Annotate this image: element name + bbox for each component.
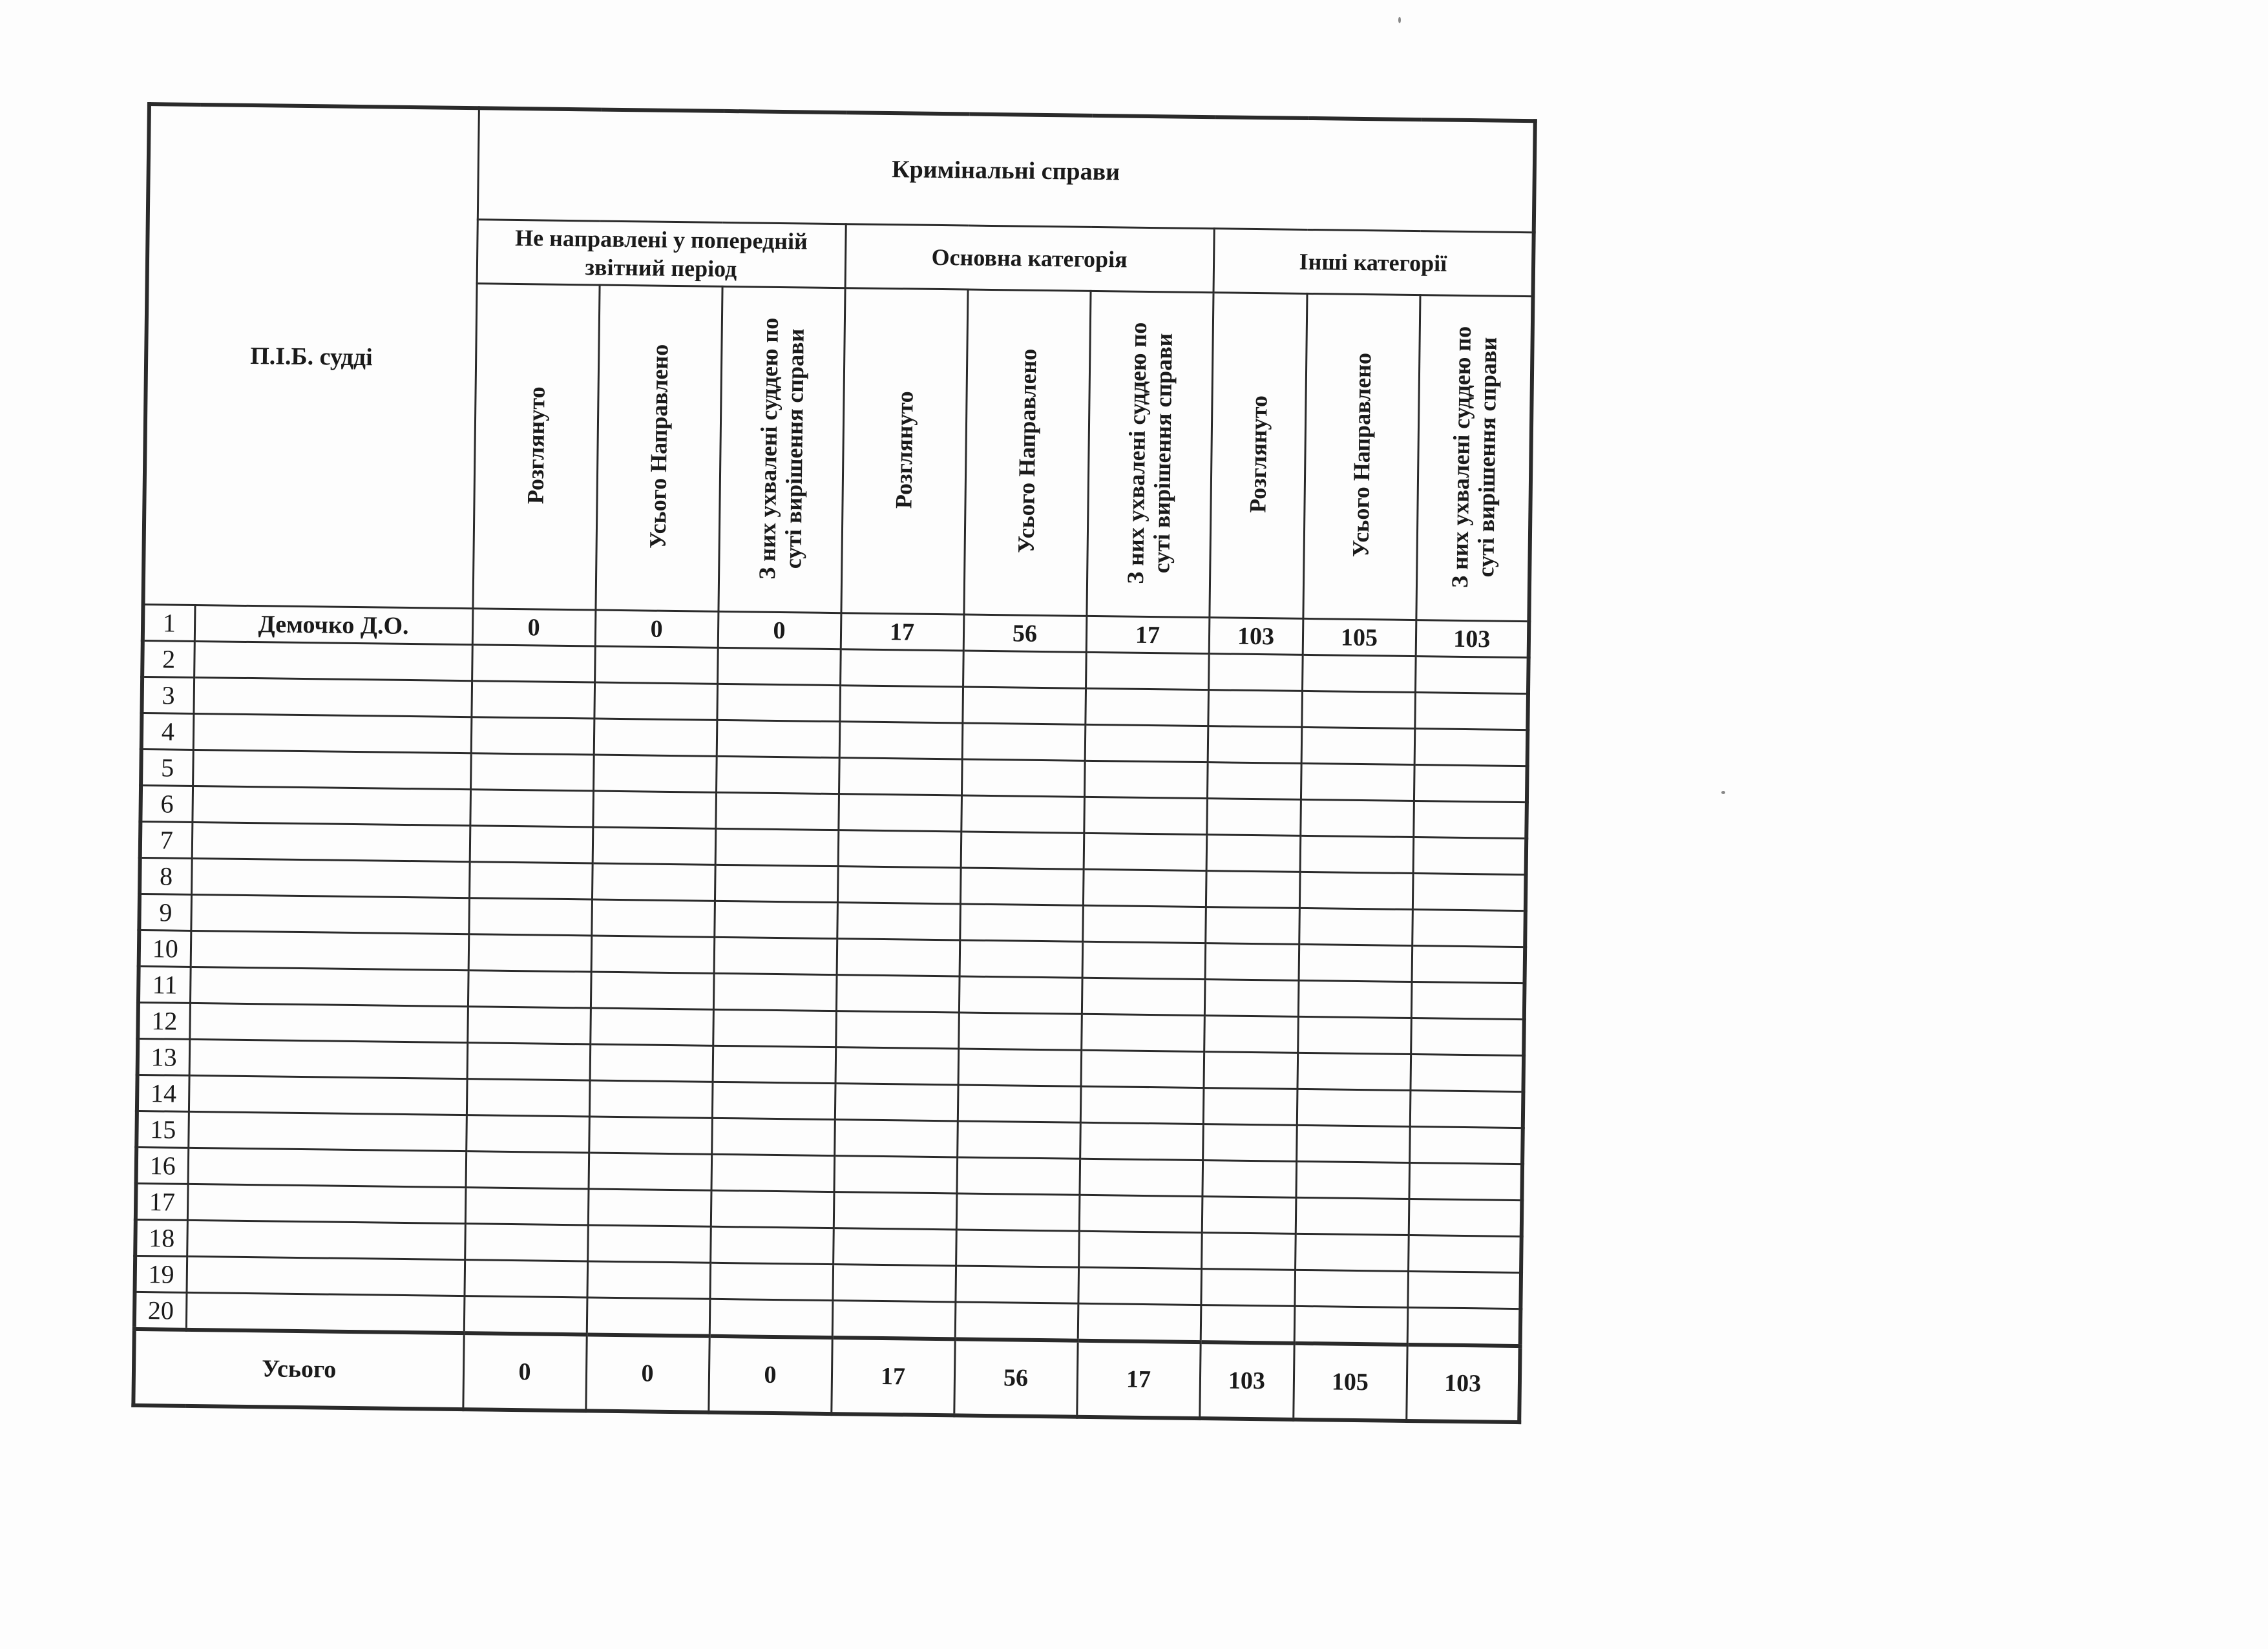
value-cell [1078,1303,1201,1342]
value-cell [837,867,961,904]
value-cell [1084,833,1207,870]
row-number: 6 [140,785,193,822]
value-cell [713,1045,836,1083]
value-cell [1412,946,1526,983]
row-number: 4 [142,713,194,750]
value-cell [1203,1052,1297,1089]
value-cell [711,1190,834,1228]
value-cell [1203,1088,1297,1126]
value-cell [594,646,718,684]
value-cell [1298,980,1412,1018]
value-cell [1080,1050,1204,1087]
col-header-total-sent: Усього Направлено [1303,293,1420,620]
value-cell [959,976,1082,1014]
value-cell [1204,1016,1298,1053]
value-cell [838,794,961,832]
judge-name-cell [192,822,470,861]
value-cell [832,1301,956,1339]
value-cell [1208,654,1303,691]
value-cell [1296,1197,1409,1235]
value-cell [1206,871,1300,909]
value-cell [716,756,839,793]
value-cell [961,795,1084,833]
value-cell [834,1156,957,1193]
value-cell [712,1082,835,1119]
value-cell: 105 [1303,618,1416,656]
judge-name-cell [194,641,472,680]
row-number: 11 [138,966,191,1003]
col-header-decided-by-judge: З них ухвалені суддею по суті вирішення справи [1416,295,1533,622]
value-cell [589,1153,712,1190]
group-header-not-sent-previous: Не направлені у попередній звітний період [477,220,846,288]
value-cell [587,1225,711,1263]
value-cell [1294,1306,1408,1345]
value-cell [1411,1018,1524,1056]
value-cell [1201,1269,1295,1307]
value-cell [594,719,717,756]
value-cell [1296,1161,1409,1199]
value-cell: 17 [1086,616,1210,653]
row-number: 16 [136,1147,189,1184]
total-row [133,1329,1520,1422]
total-cell: 103 [1199,1342,1294,1420]
row-number: 20 [134,1292,187,1329]
group-header-main-category: Основна категорія [845,224,1214,293]
col-header-decided-by-judge: З них ухвалені суддею по суті вирішення справи [718,286,845,613]
value-cell [961,759,1085,797]
total-label: Усього [133,1329,463,1409]
value-cell [1297,1016,1411,1054]
value-cell [1297,1053,1411,1090]
value-cell [1295,1234,1409,1271]
value-cell [470,826,593,863]
value-cell [960,904,1083,941]
judge-name-cell [189,1003,468,1042]
value-cell [467,1007,591,1044]
value-cell [711,1118,835,1155]
value-cell [1202,1124,1297,1162]
value-cell [955,1266,1078,1303]
value-cell [714,901,837,938]
row-number: 1 [143,604,195,641]
value-cell [840,649,963,687]
value-cell [1302,655,1416,692]
col-header-decided-by-judge: З них ухвалені суддею по суті вирішення справи [1086,291,1213,617]
value-cell [467,1043,591,1080]
value-cell [1414,693,1528,730]
col-header-considered: Розглянуто [1209,293,1307,619]
value-cell [962,687,1086,724]
value-cell: 0 [718,611,841,649]
row-number: 9 [139,894,191,930]
value-cell [834,1192,957,1230]
value-cell [839,722,963,759]
value-cell [1299,908,1412,945]
value-cell: 0 [595,610,719,647]
value-cell: 0 [472,609,596,646]
value-cell [1085,688,1208,726]
total-cell: 0 [463,1333,586,1411]
col-header-total-sent: Усього Направлено [595,285,722,611]
value-cell [1079,1159,1202,1196]
value-cell [1085,724,1208,762]
value-cell [1201,1233,1296,1270]
value-cell [1409,1162,1522,1200]
row-number: 10 [139,930,191,967]
value-cell [711,1154,834,1192]
value-cell [958,1085,1081,1122]
value-cell [1294,1270,1408,1307]
judge-name-header: П.І.Б. судді [143,104,479,609]
criminal-cases-header: Кримінальні справи [478,108,1535,232]
judge-name-cell [187,1220,465,1259]
value-cell [589,1117,712,1154]
value-cell [956,1193,1080,1231]
value-cell [1208,726,1302,764]
value-cell [1415,656,1529,694]
value-cell [464,1296,587,1335]
value-cell [1301,727,1415,764]
value-cell [963,651,1086,688]
value-cell [835,1084,958,1121]
row-number: 8 [140,857,192,894]
value-cell [1296,1125,1410,1162]
value-cell [593,755,717,792]
value-cell [835,1011,959,1049]
value-cell [960,940,1083,978]
value-cell [1413,837,1527,875]
value-cell [468,971,591,1008]
value-cell [956,1157,1080,1195]
total-cell: 103 [1406,1345,1520,1422]
judge-name-cell [191,858,470,898]
value-cell [1301,763,1414,801]
value-cell [710,1226,834,1264]
value-cell [1078,1231,1202,1268]
value-cell [1202,1197,1296,1234]
judge-name-cell [188,1148,467,1187]
value-cell [590,1044,713,1082]
value-cell [1413,801,1527,839]
value-cell [1086,652,1209,689]
value-cell [1084,797,1207,834]
value-cell [715,828,839,866]
row-number: 12 [138,1002,190,1039]
value-cell [717,647,841,685]
row-number: 14 [137,1075,189,1111]
value-cell [961,832,1084,869]
value-cell [1297,1089,1411,1126]
total-cell: 56 [954,1339,1077,1416]
value-cell [1082,905,1206,943]
value-cell [1208,690,1302,728]
row-number: 2 [142,640,194,677]
value-cell [834,1120,958,1157]
total-cell: 17 [831,1338,954,1415]
value-cell [469,862,593,899]
value-cell [1411,982,1525,1020]
value-cell [468,934,592,972]
value-cell [709,1299,833,1338]
value-cell [962,723,1086,761]
value-cell [1082,941,1206,979]
row-number: 18 [135,1219,187,1256]
value-cell [833,1228,956,1266]
value-cell [955,1302,1078,1341]
row-number: 15 [136,1111,189,1148]
judge-name-cell [191,894,469,934]
judge-name-cell [192,786,470,825]
value-cell [471,717,594,755]
scan-speck [1398,17,1401,23]
value-cell [957,1121,1080,1159]
judge-name-cell [191,930,469,970]
col-header-total-sent: Усього Направлено [963,289,1090,616]
value-cell [465,1224,588,1261]
value-cell [837,939,960,976]
value-cell [470,790,593,827]
value-cell [1080,1122,1203,1160]
value-cell [832,1265,956,1302]
judge-name-cell [193,677,472,717]
value-cell [472,645,595,682]
value-cell [467,1079,590,1117]
value-cell [839,686,963,723]
value-cell [468,898,592,936]
value-cell [1205,907,1299,945]
value-cell [594,682,717,720]
value-cell [1201,1305,1295,1343]
value-cell [592,863,715,901]
value-cell [956,1230,1079,1267]
value-cell [1414,765,1528,803]
judge-name-cell [190,967,468,1006]
judge-name-cell [187,1184,466,1223]
judge-name-cell [189,1075,467,1115]
scan-speck [1721,791,1725,794]
row-number: 7 [140,821,193,858]
value-cell [1204,980,1299,1017]
value-cell [588,1189,711,1226]
value-cell [1299,872,1413,909]
row-number: 13 [138,1038,190,1075]
total-cell: 0 [585,1334,709,1412]
value-cell [715,865,838,902]
judge-name-cell: Демочко Д.О. [194,605,473,644]
total-cell: 0 [708,1336,832,1414]
value-cell: 56 [963,614,1087,652]
value-cell [1301,691,1415,728]
judge-name-cell [193,713,472,753]
value-cell [1082,978,1205,1015]
value-cell [1409,1199,1522,1236]
value-cell [1410,1054,1524,1091]
total-cell: 105 [1293,1343,1407,1421]
value-cell [587,1261,710,1299]
report-sheet [131,102,1537,1424]
value-cell [591,899,715,937]
row-number: 3 [142,677,194,713]
judge-name-cell [193,750,471,789]
value-cell [593,827,716,865]
row-number: 19 [135,1255,187,1292]
value-cell [960,868,1084,905]
value-cell [1407,1271,1521,1308]
value-cell [713,1009,836,1047]
value-cell [715,792,839,830]
group-header-other-categories: Інші категорії [1213,229,1534,297]
value-cell [717,720,840,757]
value-cell [470,753,594,791]
value-cell [1407,1307,1521,1346]
col-header-considered: Розглянуто [472,284,599,610]
value-cell [714,937,837,974]
judge-name-cell [186,1292,465,1333]
value-cell [591,936,715,973]
value-cell [1410,1090,1524,1128]
value-cell [1206,799,1301,836]
value-cell [1408,1235,1522,1272]
value-cell [1300,799,1414,837]
value-cell [1207,762,1301,800]
judge-name-cell [189,1039,468,1078]
value-cell [1412,910,1526,947]
row-number: 17 [136,1183,188,1220]
value-cell: 103 [1209,618,1303,655]
value-cell [713,973,837,1011]
value-cell [835,1047,959,1085]
value-cell [593,791,716,828]
value-cell [1205,943,1299,981]
value-cell [836,975,960,1013]
value-cell [466,1115,589,1153]
value-cell [1084,761,1208,798]
row-number: 5 [141,749,193,786]
value-cell [587,1297,710,1336]
value-cell [590,1008,713,1045]
value-cell [1081,1014,1204,1051]
value-cell [837,903,960,940]
value-cell [1409,1126,1523,1164]
value-cell [1080,1086,1204,1124]
value-cell [1078,1267,1201,1305]
value-cell [717,684,840,721]
value-cell [464,1260,587,1297]
value-cell [709,1263,833,1300]
value-cell [466,1151,589,1189]
value-cell [1206,835,1301,872]
value-cell [1083,869,1206,907]
value-cell [1079,1195,1202,1232]
value-cell [838,830,961,868]
value-cell [1300,835,1414,873]
col-header-considered: Розглянуто [841,288,967,614]
total-cell: 17 [1076,1341,1200,1418]
value-cell [465,1188,589,1225]
value-cell: 103 [1416,620,1529,658]
value-cell [471,681,594,719]
value-cell [958,1013,1082,1050]
value-cell [589,1080,713,1118]
value-cell [1412,874,1526,911]
judge-name-cell [186,1256,465,1296]
value-cell [591,972,714,1009]
value-cell [1414,729,1528,766]
criminal-cases-table [131,102,1537,1424]
value-cell [839,758,962,795]
value-cell [1202,1161,1296,1198]
judge-name-cell [188,1111,467,1151]
table-body [134,604,1529,1346]
value-cell: 17 [841,613,964,651]
value-cell [1299,944,1412,982]
value-cell [958,1049,1082,1086]
